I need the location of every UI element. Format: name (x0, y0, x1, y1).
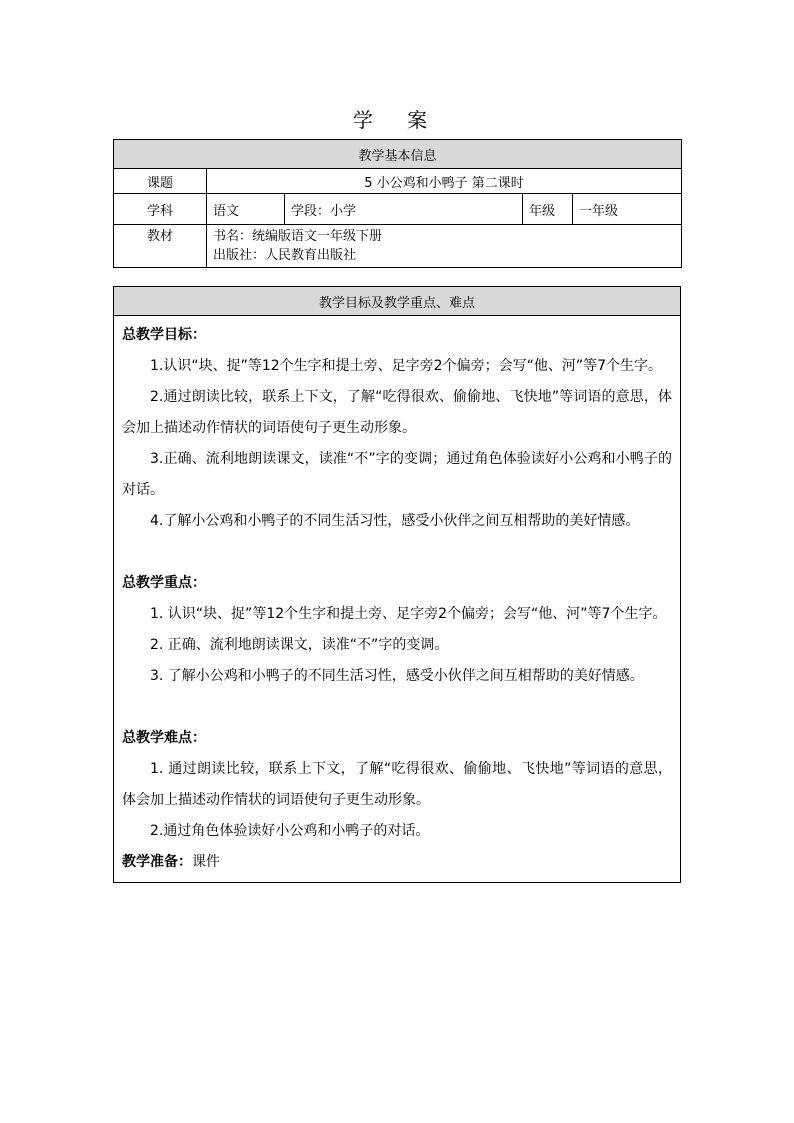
textbook-publisher: 出版社：人民教育出版社 (213, 248, 357, 263)
objective-item: 4.了解小公鸡和小鸭子的不同生活习性，感受小伙伴之间互相帮助的美好情感。 (150, 513, 640, 529)
topic-value: 5 小公鸡和小鸭子 第二课时 (207, 169, 682, 194)
goals-header: 教学目标及教学重点、难点 (114, 287, 681, 316)
objectives-title: 总教学目标： (122, 327, 206, 343)
difficulty-item: 1. 通过朗读比较，联系上下文，了解“吃得很欢、偷偷地、飞快地”等词语的意思，体会加上描述动作情状的词语使句子更生动形象。 (122, 761, 672, 808)
basic-info-table (113, 139, 682, 268)
textbook-value (207, 225, 682, 268)
textbook-label: 教材 (114, 225, 207, 268)
goals-body (114, 316, 681, 883)
topic-label: 课题 (114, 169, 207, 194)
key-point-item: 3. 了解小公鸡和小鸭子的不同生活习性，感受小伙伴之间互相帮助的美好情感。 (150, 668, 644, 684)
grade-label: 年级 (523, 194, 573, 225)
key-point-item: 2. 正确、流利地朗读课文，读准“不”字的变调。 (150, 637, 449, 653)
grade-value: 一年级 (573, 194, 682, 225)
stage-value: 学段：小学 (285, 194, 523, 225)
goals-table (113, 286, 681, 883)
difficulties-title: 总教学难点： (122, 730, 206, 746)
basic-info-header: 教学基本信息 (114, 140, 682, 169)
teaching-prep (122, 847, 672, 878)
key-point-item: 1. 认识“块、捉”等12个生字和提土旁、足字旁2个偏旁；会写“他、河”等7个生字。 (150, 606, 667, 622)
difficulty-item: 2.通过角色体验读好小公鸡和小鸭子的对话。 (150, 823, 430, 839)
subject-value: 语文 (207, 194, 285, 225)
textbook-name: 书名：统编版语文一年级下册 (213, 229, 383, 244)
prep-label: 教学准备： (122, 854, 192, 870)
objective-item: 2.通过朗读比较，联系上下文，了解“吃得很欢、偷偷地、飞快地”等词语的意思，体会加上描述动作情状的词语使句子更生动形象。 (122, 389, 672, 436)
prep-value: 课件 (192, 854, 220, 870)
objective-item: 1.认识“块、捉”等12个生字和提土旁、足字旁2个偏旁；会写“他、河”等7个生字。 (150, 358, 662, 374)
document-title: 学 案 (352, 108, 442, 132)
key-points-title: 总教学重点： (122, 575, 206, 591)
objective-item: 3.正确、流利地朗读课文，读准“不”字的变调；通过角色体验读好小公鸡和小鸭子的对话。 (122, 451, 672, 498)
subject-label: 学科 (114, 194, 207, 225)
